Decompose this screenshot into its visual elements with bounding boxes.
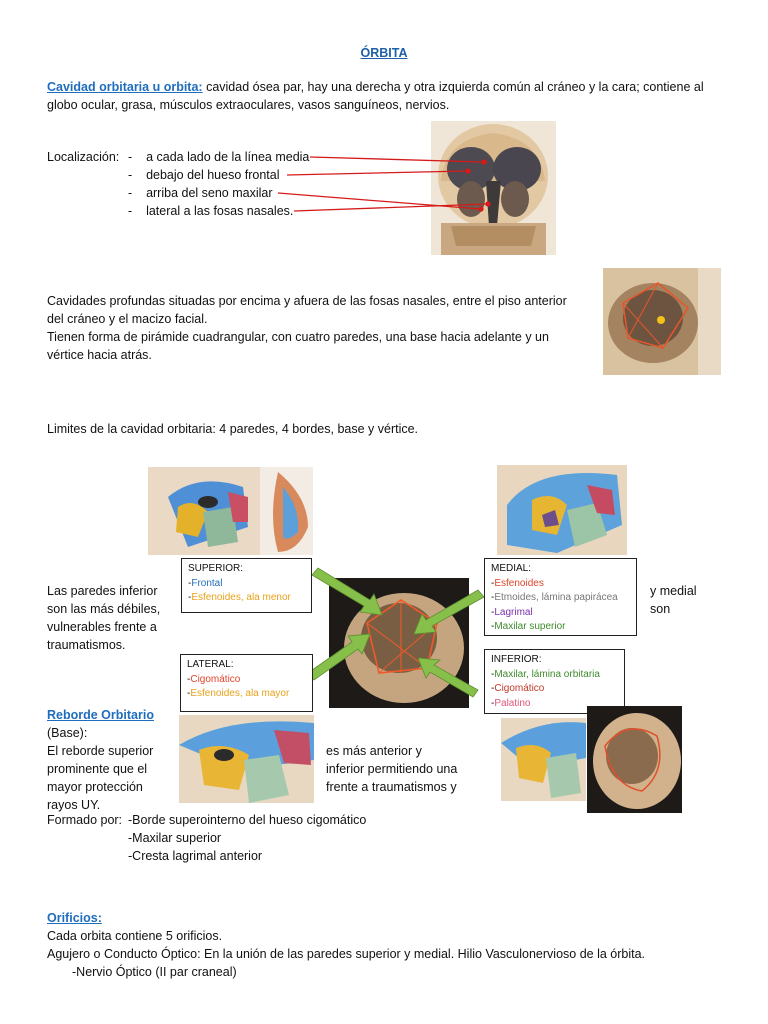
description-paragraph: Cavidades profundas situadas por encima y afuera de las fosas nasales, entre el piso anterior del cráneo y el macizo facial. Tienen forma de pirámide cuadrangular, con cuatro paredes, una base hacia adelante y un vértice hacia atrás. <box>47 294 567 362</box>
list-item: -Borde superointerno del hueso cigomático <box>128 813 367 827</box>
paredes-text-right: y medial son <box>650 584 697 616</box>
skull-lateral-image <box>148 467 313 555</box>
medial-box: MEDIAL: -Esfenoides -Etmoides, lámina papirácea -Lagrimal -Maxilar superior <box>484 558 637 636</box>
lateral-box: LATERAL: -Cigomático -Esfenoides, ala mayor <box>180 654 313 712</box>
orificios-title: Orificios: <box>47 911 102 925</box>
green-arrows <box>300 560 490 710</box>
reborde-title: Reborde Orbitario <box>47 708 154 722</box>
reborde-text: (Base): El reborde superior prominente que el mayor protección rayos UY. <box>47 726 154 812</box>
limites-text: Limites de la cavidad orbitaria: 4 paredes, 4 bordes, base y vértice. <box>47 422 419 436</box>
intro-text: cavidad ósea par, hay una derecha y otra izquierda común al cráneo y la cara; contiene al <box>202 80 704 94</box>
list-item: - lateral a las fosas nasales. <box>128 204 294 218</box>
intro-term: Cavidad orbitaria u orbita: <box>47 80 203 94</box>
skull-medial-image <box>497 465 627 555</box>
list-item: - debajo del hueso frontal <box>128 168 280 182</box>
orificios-text: Cada orbita contiene 5 orificios. Agujero o Conducto Óptico: En la unión de las paredes superior y medial. Hilio Vasculonervioso de la órbita. -Nervio Óptico (II par craneal) <box>47 929 646 979</box>
inferior-box: INFERIOR: -Maxilar, lámina orbitaria -Cigomático -Palatino <box>484 649 625 714</box>
reborde-text-middle: es más anterior y inferior permitiendo una frente a traumatismos y <box>326 744 458 794</box>
superior-box: SUPERIOR: -Frontal -Esfenoides, ala menor <box>181 558 312 613</box>
formado-label: Formado por: <box>47 813 123 827</box>
list-item: -Maxilar superior <box>128 831 222 845</box>
reborde-orbit-image <box>587 706 682 813</box>
reborde-skull-small-image <box>501 718 586 801</box>
list-item: -Cresta lagrimal anterior <box>128 849 263 863</box>
page-title: ÓRBITA <box>360 46 408 60</box>
localizacion-label: Localización: <box>47 150 120 164</box>
intro-text-2: globo ocular, grasa, músculos extraoculares, vasos sanguíneos, nervios. <box>47 98 450 112</box>
list-item: - a cada lado de la línea media <box>128 150 310 164</box>
pointer-arrows <box>0 0 768 300</box>
orbit-photo-image <box>603 268 721 375</box>
reborde-skull-image <box>179 715 314 803</box>
list-item: - arriba del seno maxilar <box>128 186 273 200</box>
formado-list <box>128 811 366 865</box>
paredes-text: Las paredes inferior son las más débiles, vulnerables frente a traumatismos. <box>47 584 161 652</box>
